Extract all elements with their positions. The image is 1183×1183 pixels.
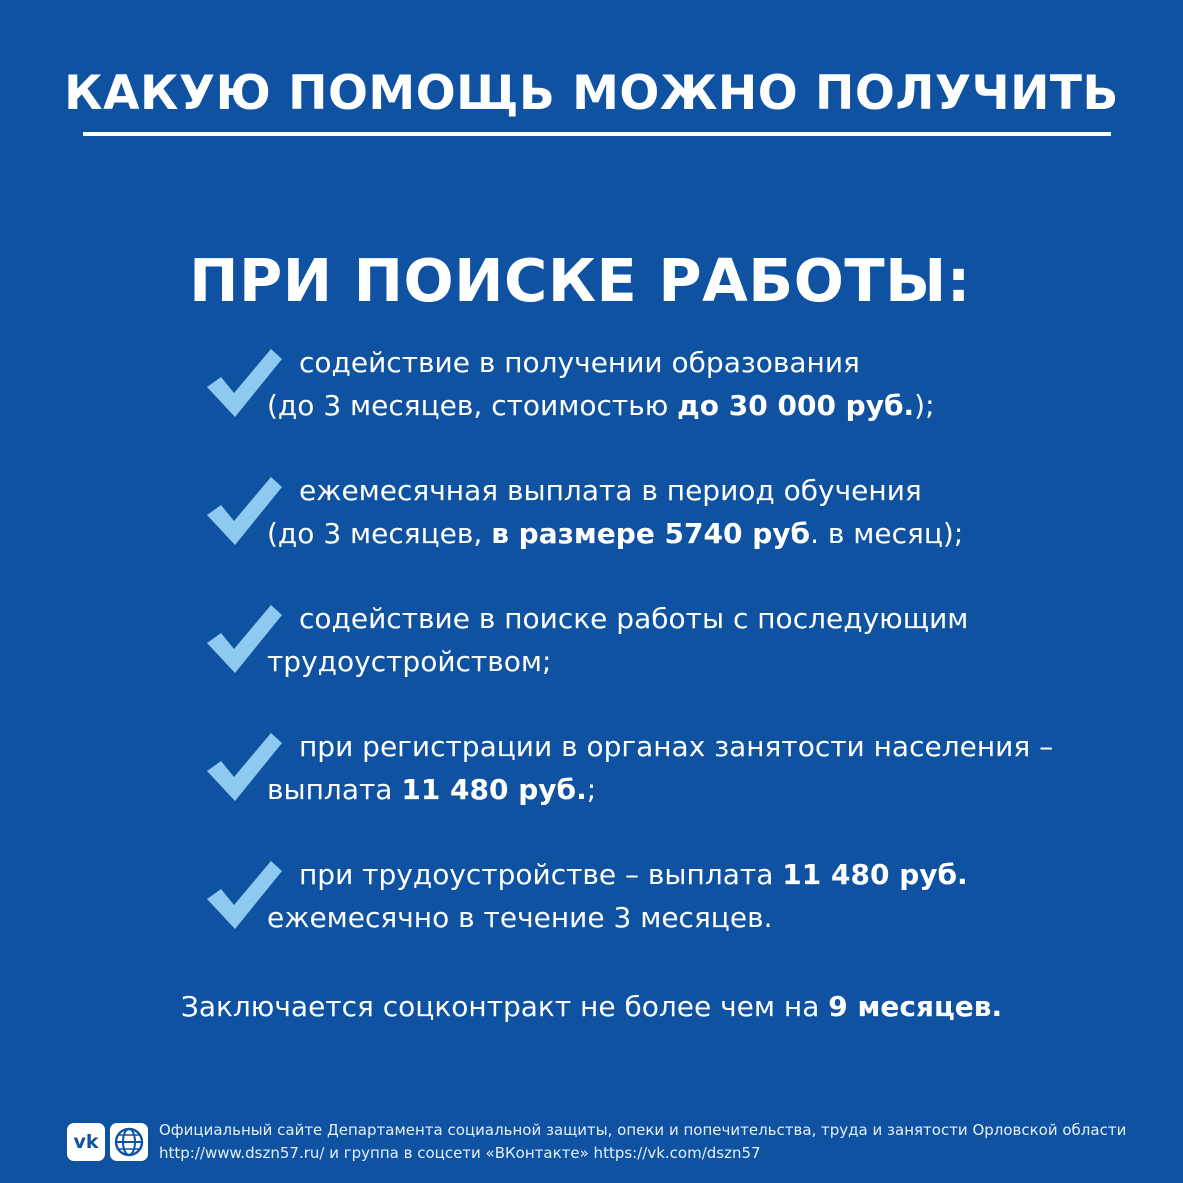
item-text-line2: (до 3 месяцев, стоимостью до 30 000 руб.); — [267, 389, 935, 422]
list-item — [205, 598, 1165, 726]
credit-line-links[interactable]: http://www.dszn57.ru/ и группа в соцсети «ВКонтакте» https://vk.com/dszn57 — [159, 1144, 761, 1162]
globe-icon[interactable] — [110, 1123, 148, 1161]
contract-duration-note: Заключается соцконтракт не более чем на 9 месяцев. — [180, 990, 1003, 1023]
item-text-line2: (до 3 месяцев, в размере 5740 руб. в месяц); — [267, 517, 964, 550]
page-title: КАКУЮ ПОМОЩЬ МОЖНО ПОЛУЧИТЬ — [64, 66, 1119, 121]
section-title: ПРИ ПОИСКЕ РАБОТЫ: — [189, 246, 971, 315]
item-text-line1: содействие в поиске работы с последующим — [299, 602, 969, 635]
item-text-line1: содействие в получении образования — [299, 346, 860, 379]
item-text-line1: ежемесячная выплата в период обучения — [299, 474, 922, 507]
vk-icon[interactable]: vk — [67, 1123, 105, 1161]
footer-credit — [159, 1119, 1126, 1165]
benefits-list — [205, 342, 1165, 982]
list-item — [205, 854, 1165, 982]
item-text-line1: при регистрации в органах занятости населения – — [299, 730, 1054, 763]
item-text-line2: выплата 11 480 руб.; — [267, 773, 597, 806]
list-item — [205, 726, 1165, 854]
item-text-line2: трудоустройством; — [267, 645, 552, 678]
item-text-line2: ежемесячно в течение 3 месяцев. — [267, 901, 773, 934]
list-item — [205, 342, 1165, 470]
title-divider — [83, 132, 1111, 136]
credit-line-department: Официальный сайте Департамента социальной защиты, опеки и попечительства, труда и занятости Орловской области — [159, 1121, 1127, 1139]
list-item — [205, 470, 1165, 598]
item-text-line1: при трудоустройстве – выплата 11 480 руб. — [299, 858, 968, 891]
